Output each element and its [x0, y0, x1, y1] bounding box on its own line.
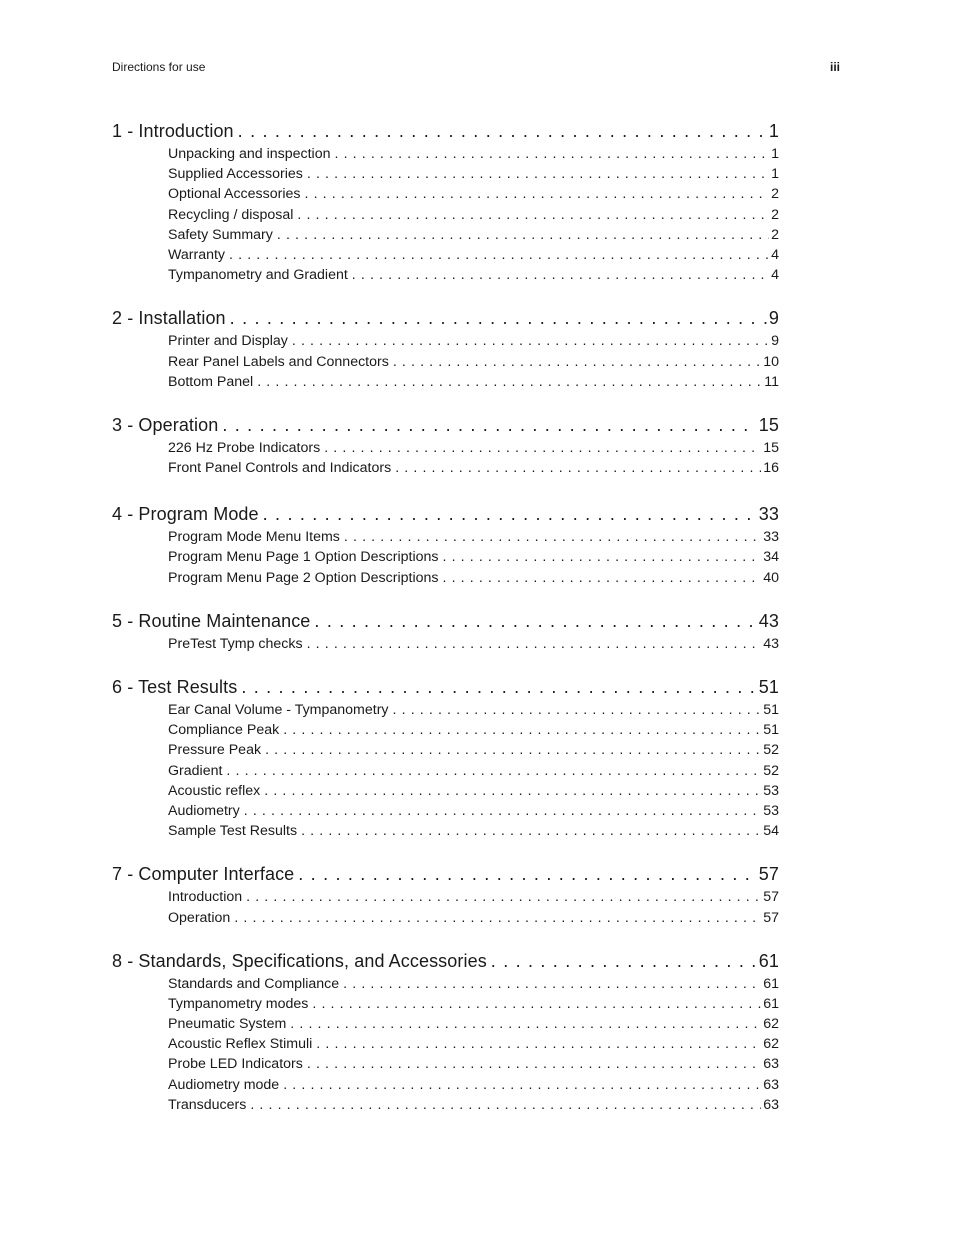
entry-page-number: 11: [764, 373, 779, 390]
dot-leader: [264, 781, 761, 801]
toc-entry-list: [168, 438, 779, 478]
entry-page-number: 34: [763, 549, 779, 566]
entry-title: Audiometry: [168, 802, 240, 819]
toc-entry-row[interactable]: [168, 781, 779, 801]
dot-leader: [234, 908, 761, 928]
entry-page-number: 57: [763, 909, 779, 926]
dot-leader: [229, 245, 769, 265]
entry-title: Unpacking and inspection: [168, 146, 331, 162]
chapter-title: 6 - Test Results: [112, 677, 238, 697]
entry-page-number: 63: [763, 1076, 779, 1093]
dot-leader: [307, 1054, 761, 1074]
entry-title: Acoustic reflex: [168, 782, 261, 799]
toc-entry-row[interactable]: [168, 164, 779, 184]
entry-page-number: 10: [763, 353, 779, 370]
entry-title: Printer and Display: [168, 333, 288, 350]
page-header: [112, 60, 840, 74]
toc-entry-list: [168, 974, 779, 1115]
toc-entry-row[interactable]: [168, 634, 779, 654]
toc-entry-row[interactable]: [168, 547, 779, 567]
entry-page-number: 2: [771, 226, 779, 243]
chapter-page-number: 9: [768, 308, 779, 329]
dot-leader: [241, 675, 756, 700]
chapter-page-number: 43: [758, 610, 779, 631]
toc-entry-row[interactable]: [168, 700, 779, 720]
dot-leader: [297, 205, 769, 225]
dot-leader: [283, 720, 761, 740]
entry-title: Front Panel Controls and Indicators: [168, 460, 392, 477]
toc-entry-row[interactable]: [168, 352, 779, 372]
toc-chapter-row[interactable]: [112, 862, 779, 887]
entry-page-number: 9: [771, 333, 779, 350]
dot-leader: [250, 1095, 761, 1115]
dot-leader: [265, 740, 761, 760]
entry-page-number: 51: [763, 722, 779, 739]
entry-page-number: 2: [771, 206, 779, 223]
toc-entry-row[interactable]: [168, 974, 779, 994]
entry-title: Ear Canal Volume - Tympanometry: [168, 702, 389, 718]
entry-page-number: 4: [771, 267, 779, 284]
toc-entry-list: [168, 887, 779, 927]
entry-page-number: 4: [771, 246, 779, 263]
dot-leader: [230, 306, 767, 331]
entry-title: Pneumatic System: [168, 1016, 287, 1033]
chapter-title: 2 - Installation: [112, 308, 226, 329]
chapter-title: 1 - Introduction: [112, 121, 234, 141]
toc-entry-row[interactable]: [168, 821, 779, 841]
toc-entry-row[interactable]: [168, 527, 779, 547]
chapter-title: 3 - Operation: [112, 414, 219, 435]
entry-page-number: 53: [763, 782, 779, 799]
dot-leader: [312, 994, 761, 1014]
toc-entry-list: [168, 700, 779, 841]
entry-page-number: 15: [763, 439, 779, 456]
document-title: Directions for use: [112, 60, 206, 74]
entry-page-number: 16: [763, 460, 779, 477]
toc-entry-list: [168, 527, 779, 588]
dot-leader: [290, 1014, 761, 1034]
dot-leader: [344, 527, 761, 547]
toc-entry-row[interactable]: [168, 331, 779, 351]
dot-leader: [277, 225, 769, 245]
dot-leader: [292, 331, 769, 351]
dot-leader: [314, 609, 756, 634]
toc-entry-row[interactable]: [168, 1054, 779, 1074]
dot-leader: [304, 184, 769, 204]
toc-entry-row[interactable]: [168, 761, 779, 781]
chapter-title: 7 - Computer Interface: [112, 864, 295, 885]
toc-chapter-row[interactable]: [112, 306, 779, 331]
toc-entry-row[interactable]: [168, 740, 779, 760]
toc-entry-row[interactable]: [168, 908, 779, 928]
dot-leader: [393, 352, 761, 372]
toc-chapter-row[interactable]: [112, 609, 779, 634]
toc-entry-row[interactable]: [168, 1034, 779, 1054]
toc-entry-row[interactable]: [168, 372, 779, 392]
chapter-title: 5 - Routine Maintenance: [112, 610, 311, 631]
dot-leader: [395, 458, 761, 478]
toc-entry-row[interactable]: [168, 458, 779, 478]
entry-page-number: 52: [763, 762, 779, 779]
entry-page-number: 53: [763, 802, 779, 819]
toc-entry-row[interactable]: [168, 438, 779, 458]
toc-entry-row[interactable]: [168, 720, 779, 740]
toc-chapter-row[interactable]: [112, 502, 779, 527]
entry-title: Rear Panel Labels and Connectors: [168, 353, 389, 370]
toc-chapter-row[interactable]: [112, 675, 779, 700]
toc-entry-row[interactable]: [168, 801, 779, 821]
entry-page-number: 1: [771, 146, 779, 162]
entry-page-number: 62: [763, 1016, 779, 1033]
toc-entry-row[interactable]: [168, 205, 779, 225]
entry-title: Probe LED Indicators: [168, 1056, 303, 1073]
dot-leader: [238, 119, 767, 144]
toc-chapter-section: [112, 609, 779, 654]
entry-page-number: 2: [771, 186, 779, 203]
toc-entry-row[interactable]: [168, 568, 779, 588]
table-of-contents: [112, 119, 779, 1136]
toc-chapter-row[interactable]: [112, 413, 779, 438]
dot-leader: [324, 438, 761, 458]
entry-title: Safety Summary: [168, 226, 273, 243]
entry-page-number: 61: [763, 995, 779, 1012]
toc-entry-row[interactable]: [168, 245, 779, 265]
toc-entry-row[interactable]: [168, 1095, 779, 1115]
toc-chapter-section: [112, 502, 779, 588]
toc-entry-row[interactable]: [168, 887, 779, 907]
entry-page-number: 52: [763, 742, 779, 759]
chapter-page-number: 57: [758, 864, 779, 885]
toc-entry-row[interactable]: [168, 144, 779, 164]
dot-leader: [283, 1075, 761, 1095]
toc-chapter-section: [112, 413, 779, 478]
dot-leader: [257, 372, 762, 392]
dot-leader: [222, 413, 756, 438]
entry-title: Audiometry mode: [168, 1076, 280, 1093]
toc-entry-row[interactable]: [168, 225, 779, 245]
dot-leader: [334, 144, 769, 164]
chapter-title: 8 - Standards, Specifications, and Accessories: [112, 950, 487, 971]
page-number: iii: [829, 60, 840, 74]
entry-title: Bottom Panel: [168, 373, 254, 390]
entry-page-number: 33: [763, 529, 779, 546]
entry-title: Tympanometry and Gradient: [168, 267, 348, 284]
chapter-page-number: 51: [758, 677, 779, 697]
dot-leader: [226, 761, 761, 781]
toc-chapter-section: [112, 862, 779, 927]
chapter-page-number: 1: [768, 121, 779, 141]
entry-page-number: 63: [763, 1096, 779, 1113]
entry-title: 226 Hz Probe Indicators: [168, 439, 321, 456]
dot-leader: [307, 634, 762, 654]
toc-entry-list: [168, 331, 779, 392]
entry-title: Compliance Peak: [168, 722, 280, 739]
entry-page-number: 61: [763, 975, 779, 992]
dot-leader: [307, 164, 769, 184]
entry-page-number: 40: [763, 569, 779, 586]
entry-page-number: 43: [763, 635, 779, 652]
entry-title: Warranty: [168, 246, 226, 263]
entry-title: Supplied Accessories: [168, 166, 303, 183]
toc-entry-list: [168, 144, 779, 285]
entry-title: Gradient: [168, 762, 223, 779]
entry-title: Program Mode Menu Items: [168, 529, 340, 546]
dot-leader: [316, 1034, 761, 1054]
dot-leader: [244, 801, 761, 821]
toc-chapter-row[interactable]: [112, 949, 779, 974]
entry-title: Transducers: [168, 1096, 247, 1113]
entry-page-number: 62: [763, 1036, 779, 1053]
entry-title: Operation: [168, 909, 231, 926]
toc-entry-row[interactable]: [168, 1075, 779, 1095]
toc-entry-list: [168, 634, 779, 654]
dot-leader: [352, 265, 769, 285]
entry-page-number: 1: [771, 166, 779, 183]
toc-entry-row[interactable]: [168, 1014, 779, 1034]
toc-chapter-section: [112, 949, 779, 1115]
toc-chapter-row[interactable]: [112, 119, 779, 144]
chapter-title: 4 - Program Mode: [112, 504, 259, 525]
entry-title: Recycling / disposal: [168, 206, 294, 223]
entry-page-number: 57: [763, 889, 779, 906]
entry-page-number: 54: [763, 823, 779, 840]
entry-title: Pressure Peak: [168, 742, 262, 759]
toc-entry-row[interactable]: [168, 265, 779, 285]
dot-leader: [301, 821, 761, 841]
dot-leader: [442, 568, 761, 588]
chapter-page-number: 33: [758, 504, 779, 525]
entry-title: Introduction: [168, 889, 243, 906]
toc-chapter-section: [112, 119, 779, 285]
entry-page-number: 51: [763, 702, 779, 718]
toc-entry-row[interactable]: [168, 994, 779, 1014]
dot-leader: [343, 974, 761, 994]
dot-leader: [442, 547, 761, 567]
toc-chapter-section: [112, 306, 779, 392]
entry-title: PreTest Tymp checks: [168, 635, 303, 652]
entry-title: Acoustic Reflex Stimuli: [168, 1036, 313, 1053]
dot-leader: [491, 949, 757, 974]
toc-chapter-section: [112, 675, 779, 841]
entry-title: Optional Accessories: [168, 186, 301, 203]
entry-page-number: 63: [763, 1056, 779, 1073]
entry-title: Sample Test Results: [168, 823, 298, 840]
toc-entry-row[interactable]: [168, 184, 779, 204]
entry-title: Standards and Compliance: [168, 975, 340, 992]
chapter-page-number: 61: [758, 950, 779, 971]
entry-title: Tympanometry modes: [168, 995, 309, 1012]
dot-leader: [263, 502, 757, 527]
chapter-page-number: 15: [758, 414, 779, 435]
entry-title: Program Menu Page 1 Option Descriptions: [168, 549, 439, 566]
dot-leader: [246, 887, 761, 907]
entry-title: Program Menu Page 2 Option Descriptions: [168, 569, 439, 586]
dot-leader: [393, 700, 762, 720]
dot-leader: [298, 862, 756, 887]
